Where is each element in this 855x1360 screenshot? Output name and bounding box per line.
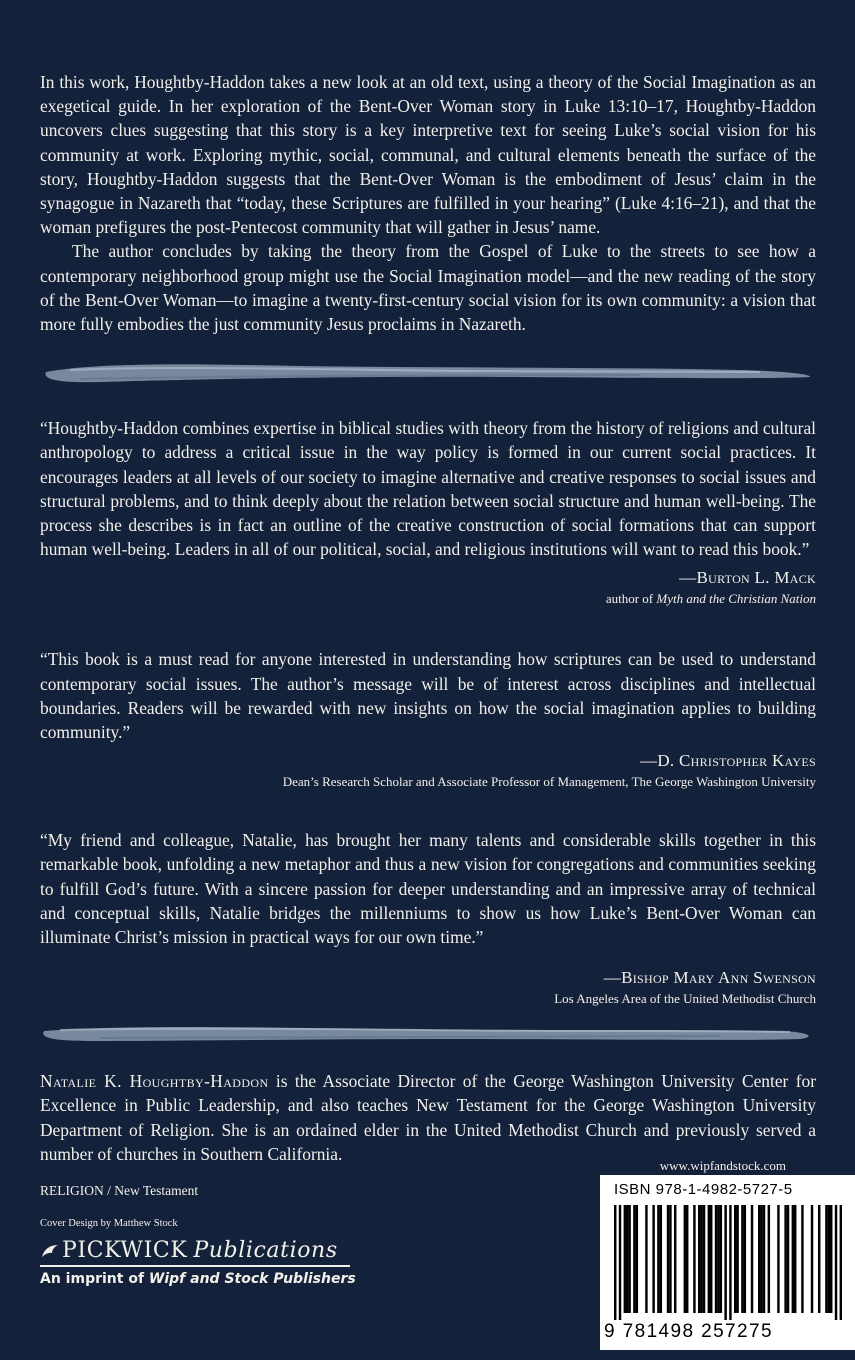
brush-stroke-divider-bottom (40, 1011, 816, 1055)
barcode-bar (734, 1205, 736, 1313)
barcode-bar (669, 1205, 671, 1313)
pickwick-mark-icon (40, 1241, 60, 1261)
barcode-bar (794, 1205, 796, 1313)
description-blurb (40, 70, 816, 336)
barcode-bar (830, 1205, 832, 1313)
endorsement-1-role (40, 589, 816, 609)
publisher-url: www.wipfandstock.com (659, 1158, 786, 1173)
endorsement-1-name: —Burton L. Mack (679, 568, 816, 588)
barcode-bar (710, 1205, 712, 1313)
barcode-digits: 9 781498 257275 (604, 1321, 773, 1342)
endorsement-2 (40, 647, 816, 792)
barcode-bar (715, 1205, 717, 1313)
author-bio-name: Natalie K. Houghtby-Haddon (40, 1071, 269, 1092)
publisher-name-main: PICKWICK (62, 1238, 188, 1263)
barcode-bar (657, 1205, 659, 1313)
barcode-bar (698, 1205, 700, 1313)
endorsement-2-text: “This book is a must read for anyone interested in understanding how scriptures can be used to understand contemporary social issues. The author’s message will be of interest across disciplines and intellectual boundaries. Readers will be rewarded with new insights on how the social imagination applies to building community.” (40, 649, 816, 743)
endorsement-2-attribution (40, 750, 816, 792)
barcode-bar (686, 1205, 688, 1313)
barcode-bar (741, 1205, 743, 1313)
barcode-bar (763, 1205, 765, 1313)
barcode-bar (700, 1205, 702, 1313)
barcode-bar (724, 1205, 726, 1320)
barcode-bar (636, 1205, 638, 1313)
imprint-line (40, 1271, 356, 1287)
barcode-bar (729, 1205, 731, 1320)
author-bio-text: is the Associate Director of the George Washington University Center for Excellence in Public Leadership, and also teaches New Testament for the George Washington University Department of Religion. She is an ordained elder in the United Methodist Church and previously served a number of churches in Southern California. (40, 1071, 816, 1164)
barcode-bar (828, 1205, 830, 1313)
barcode-bar (624, 1205, 626, 1313)
barcode-bar (628, 1205, 630, 1313)
endorsement-1-role-prefix: author of (605, 591, 657, 607)
barcode-bar (760, 1205, 762, 1313)
barcode-bar (708, 1205, 710, 1313)
barcode-bar (818, 1205, 820, 1313)
publisher-rule (40, 1265, 350, 1267)
cover-design-credit: Cover Design by Matthew Stock (40, 1218, 178, 1229)
barcode-bar (667, 1205, 669, 1313)
endorsement-1-text: “Houghtby-Haddon combines expertise in biblical studies with theory from the history of religions and cultural anthropology to address a critical issue in the way policy is formed in our current social practices. It encourages leaders at all levels of our society to imagine alternative and creative responses to social issues and structural problems, and to think deeply about the relation between social structure and human well-being. The process she describes is in fact an outline of the creative construction of social formations that can support human well-being. Leaders in all of our political, social, and religious institutions will want to read this book.” (40, 418, 816, 560)
publisher-name (40, 1238, 356, 1263)
blurb-paragraph-1: In this work, Houghtby-Haddon takes a new look at an old text, using a theory of the Social Imagination as an exegetical guide. In her exploration of the Bent-Over Woman story in Luke 13:10–17, Houghtby-Haddon uncovers clues suggesting that this story is a key interpretive text for seeing Luke’s social vision for his community at work. Exploring mythic, social, communal, and cultural elements beneath the surface of the story, Houghtby-Haddon suggests that the Bent-Over Woman is the embodiment of Jesus’ claim in the synagogue in Nazareth that “today, these Scriptures are fulfilled in your hearing” (Luke 4:16–21), and that the woman prefigures the post-Pentecost community that will gather in Jesus’ name. (40, 72, 816, 238)
barcode-bar (693, 1205, 695, 1313)
barcode-bar (744, 1205, 746, 1313)
back-cover-content (40, 70, 816, 1166)
endorsement-1 (40, 416, 816, 609)
barcode-bar (840, 1205, 842, 1320)
barcode-bar (787, 1205, 789, 1313)
brush-stroke-divider-top (40, 350, 816, 394)
barcode-bar (801, 1205, 803, 1313)
barcode-bar (614, 1205, 616, 1320)
endorsement-1-role-title: Myth and the Christian Nation (656, 591, 816, 607)
isbn-number: ISBN 978-1-4982-5727-5 (614, 1181, 793, 1198)
barcode-bar (792, 1205, 794, 1313)
endorsement-2-role: Dean’s Research Scholar and Associate Professor of Management, The George Washington University (282, 774, 816, 790)
endorsement-1-attribution (40, 567, 816, 609)
endorsement-3-role: Los Angeles Area of the United Methodist Church (554, 991, 816, 1007)
endorsement-3-text: “My friend and colleague, Natalie, has brought her many talents and considerable skills together in this remarkable book, unfolding a new metaphor and thus a new vision for congregations and communities seeking to fulfill God’s future. With a sincere passion for deeper understanding and an impressive array of technical and conceptual skills, Natalie bridges the millenniums to show us how Luke’s Bent-Over Woman can illuminate Christ’s mission in practical ways for our own time.” (40, 830, 816, 948)
back-cover-footer (40, 1158, 816, 1350)
endorsement-2-name: —D. Christopher Kayes (640, 751, 816, 771)
barcode-bar (736, 1205, 738, 1313)
barcode-bar (660, 1205, 662, 1313)
barcode-bar (751, 1205, 753, 1313)
subject-category: RELIGION / New Testament (40, 1183, 199, 1198)
barcode-bar (652, 1205, 654, 1313)
barcode-bar (777, 1205, 779, 1313)
barcode-bar (717, 1205, 719, 1313)
barcode (614, 1205, 842, 1320)
barcode-bar (720, 1205, 722, 1313)
barcode-bar (768, 1205, 770, 1313)
barcode-bar (619, 1205, 621, 1320)
endorsement-3-attribution (40, 967, 816, 1009)
barcode-bar (825, 1205, 827, 1313)
author-bio (40, 1069, 816, 1166)
blurb-paragraph-2: The author concludes by taking the theory from the Gospel of Luke to the streets to see how a contemporary neighborhood group might use the Social Imagination model—and the new reading of the story of the Bent-Over Woman—to imagine a twenty-first-century social vision for its own community: a vision that more fully embodies the just community Jesus proclaims in Nazareth. (40, 241, 816, 335)
barcode-bar (758, 1205, 760, 1313)
barcode-bar (645, 1205, 647, 1313)
barcode-bar (703, 1205, 705, 1313)
endorsement-3-name: —Bishop Mary Ann Swenson (603, 968, 816, 988)
publisher-logo (40, 1238, 356, 1287)
barcode-bar (684, 1205, 686, 1313)
imprint-prefix: An imprint of (40, 1271, 149, 1287)
barcode-bar (835, 1205, 837, 1320)
barcode-bar (784, 1205, 786, 1313)
barcode-bar (626, 1205, 628, 1313)
endorsement-3 (40, 828, 816, 1009)
imprint-name: Wipf and Stock Publishers (148, 1271, 356, 1287)
barcode-bar (674, 1205, 676, 1313)
barcode-bar (633, 1205, 635, 1313)
publisher-name-word: Publications (193, 1238, 338, 1263)
isbn-barcode-box (600, 1175, 855, 1350)
barcode-bar (811, 1205, 813, 1313)
